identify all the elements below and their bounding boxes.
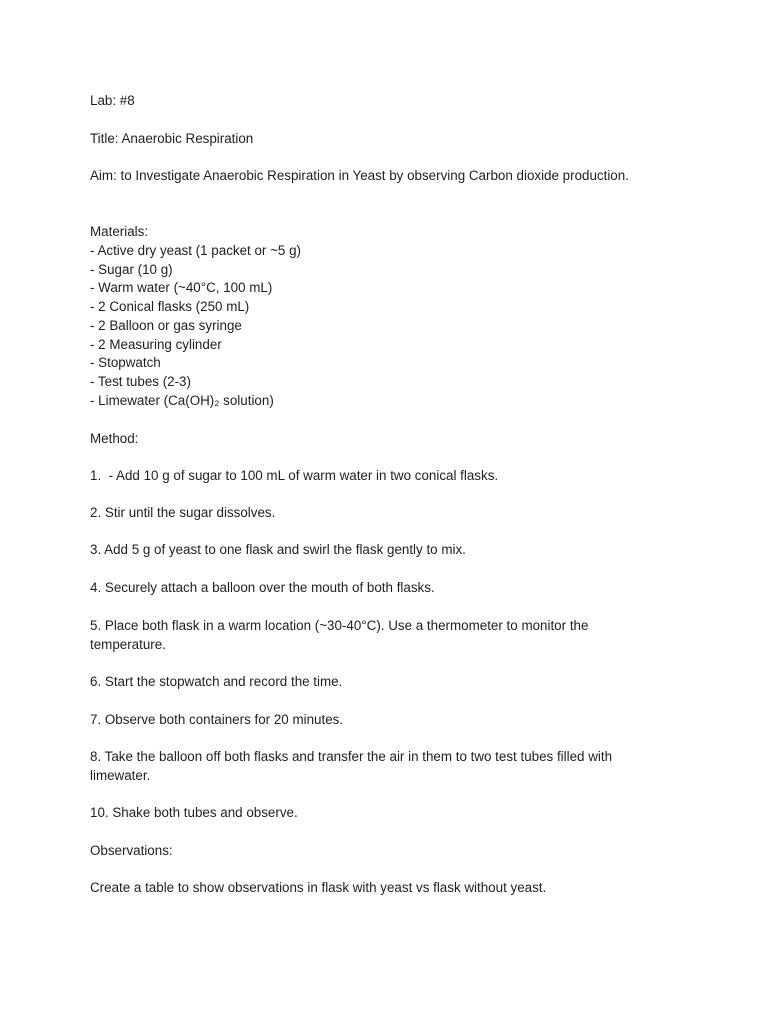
method-step: 4. Securely attach a balloon over the mouth of both flasks. <box>90 580 435 595</box>
materials-item: - 2 Balloon or gas syringe <box>90 318 242 333</box>
materials-heading: Materials: <box>90 224 149 239</box>
method-step: 2. Stir until the sugar dissolves. <box>90 505 276 520</box>
method-step: 3. Add 5 g of yeast to one flask and swirl the flask gently to mix. <box>90 542 466 557</box>
method-step: 5. Place both flask in a warm location (~30-40°C). Use a thermometer to monitor the temperature. <box>90 618 589 652</box>
materials-item: - Active dry yeast (1 packet or ~5 g) <box>90 243 301 258</box>
method-step: 10. Shake both tubes and observe. <box>90 805 298 820</box>
method-heading: Method: <box>90 431 139 446</box>
observations-text: Create a table to show observations in flask with yeast vs flask without yeast. <box>90 880 547 895</box>
materials-item: - Warm water (~40°C, 100 mL) <box>90 280 273 295</box>
observations-heading: Observations: <box>90 843 173 858</box>
document-title: Title: Anaerobic Respiration <box>90 131 254 146</box>
materials-item: - Stopwatch <box>90 355 161 370</box>
materials-item: - Sugar (10 g) <box>90 262 173 277</box>
materials-item: - 2 Conical flasks (250 mL) <box>90 299 250 314</box>
materials-item: - Limewater (Ca(OH)₂ solution) <box>90 393 274 408</box>
materials-item: - 2 Measuring cylinder <box>90 337 222 352</box>
method-step: 1. - Add 10 g of sugar to 100 mL of warm water in two conical flasks. <box>90 468 499 483</box>
method-step: 8. Take the balloon off both flasks and transfer the air in them to two test tubes filled with limewater. <box>90 749 613 783</box>
lab-number: Lab: #8 <box>90 93 135 108</box>
materials-item: - Test tubes (2-3) <box>90 374 191 389</box>
aim-text: Aim: to Investigate Anaerobic Respiration in Yeast by observing Carbon dioxide production. <box>90 168 629 183</box>
method-step: 7. Observe both containers for 20 minutes. <box>90 712 344 727</box>
method-step: 6. Start the stopwatch and record the time. <box>90 674 343 689</box>
